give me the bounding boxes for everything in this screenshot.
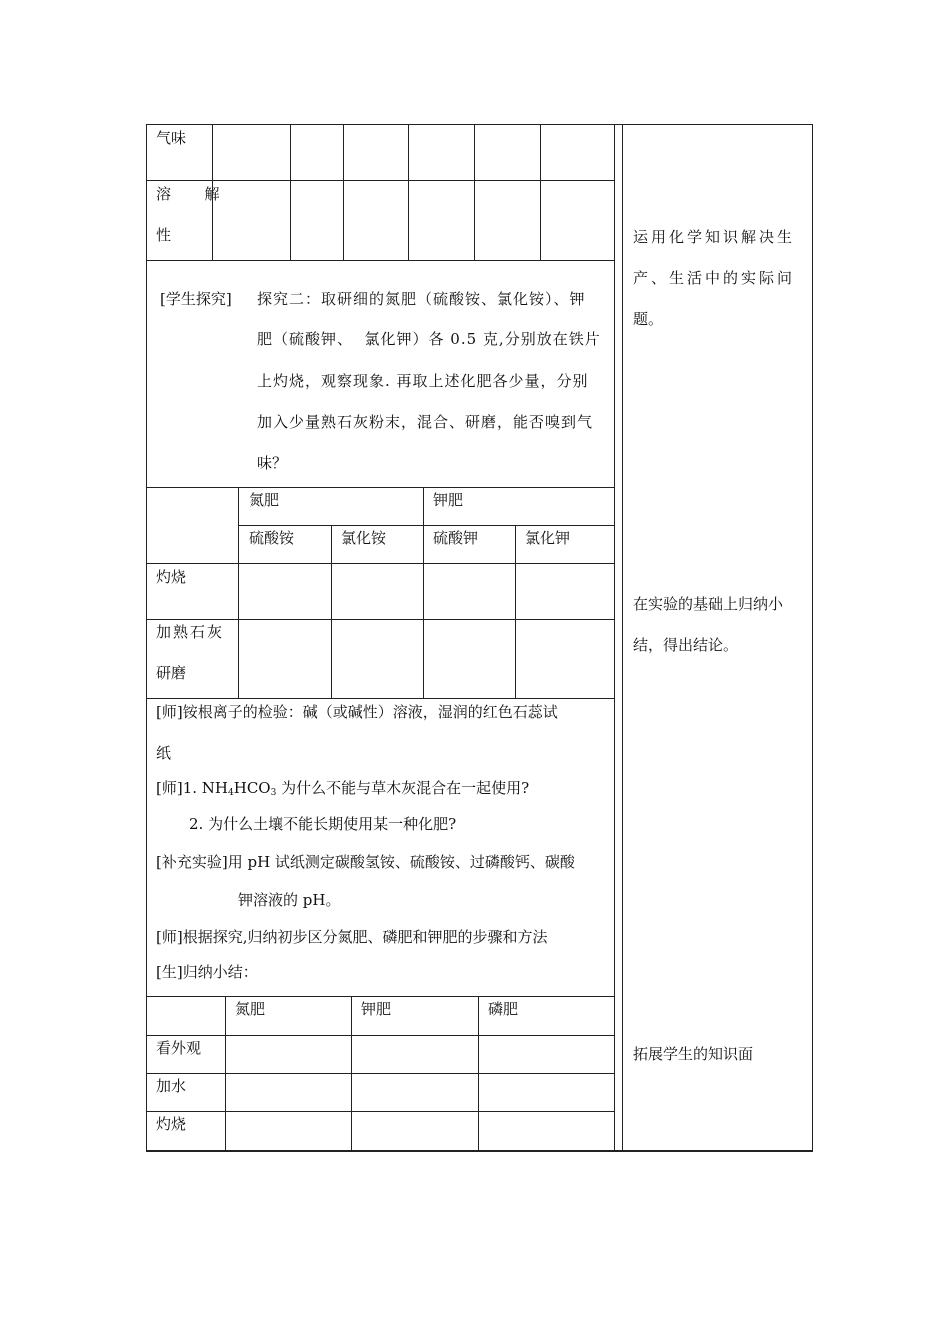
inquiry-line-5: 味？ — [257, 454, 288, 472]
note-2-line-2: 结，得出结论。 — [633, 636, 739, 654]
note-1-line-3: 题。 — [633, 310, 664, 328]
note-1-line-2: 产、生活中的实际问 — [633, 269, 796, 287]
supplementary-experiment-line-2: 钾溶液的 pH。 — [238, 891, 341, 909]
col-ammonium-sulfate: 硫酸铵 — [249, 529, 295, 547]
outer-left-border — [146, 124, 147, 1152]
outer-right-border — [812, 124, 813, 1152]
question-1-subscript-4: 4 — [228, 788, 234, 798]
summary-col-phosphorus: 磷肥 — [488, 1000, 519, 1018]
row-burn: 灼烧 — [156, 568, 187, 586]
outer-top-border — [146, 124, 813, 125]
summary-col-nitrogen: 氮肥 — [235, 1000, 266, 1018]
col-potassium-chloride: 氯化钾 — [525, 529, 571, 547]
inquiry-line-1: 探究二：取研细的氮肥（硫酸铵、氯化铵）、钾 — [257, 290, 586, 308]
note-3: 拓展学生的知识面 — [633, 1045, 754, 1063]
summary-prompt: [师]根据探究,归纳初步区分氮肥、磷肥和钾肥的步骤和方法 — [156, 928, 548, 946]
row-slaked-lime-1: 加熟石灰 — [156, 623, 225, 641]
student-summary: [生]归纳小结： — [156, 963, 258, 981]
row-label-solubility-2: 性 — [156, 226, 172, 244]
row-label-solubility-1: 溶 解 — [156, 185, 220, 203]
summary-row-burn: 灼烧 — [156, 1115, 187, 1133]
inquiry-line-4: 加入少量熟石灰粉末，混合、研磨，能否嗅到气 — [257, 413, 594, 431]
question-1-subscript-3: 3 — [270, 788, 277, 798]
summary-row-add-water: 加水 — [156, 1077, 187, 1095]
col-potassium-sulfate: 硫酸钾 — [433, 529, 479, 547]
inquiry-line-2: 肥（硫酸钾、 氯化钾）各 0.5 克,分别放在铁片 — [257, 330, 601, 348]
question-2: 2. 为什么土壤不能长期使用某一种化肥? — [189, 815, 457, 833]
row-label-odor: 气味 — [156, 129, 187, 147]
column-divider-a — [614, 124, 615, 1152]
question-1-prefix: [师]1. NH — [156, 779, 228, 797]
inquiry-tag: [学生探究] — [160, 290, 232, 308]
summary-col-potassium: 钾肥 — [361, 1000, 392, 1018]
summary-row-appearance: 看外观 — [156, 1039, 202, 1057]
question-1-suffix: 为什么不能与草木灰混合在一起使用? — [276, 779, 530, 797]
ammonium-test-line-1: [师]铵根离子的检验：碱（或碱性）溶液，湿润的红色石蕊试 — [156, 703, 558, 721]
row-slaked-lime-2: 研磨 — [156, 664, 187, 682]
question-1 — [156, 781, 529, 796]
note-2-line-1: 在实验的基础上归纳小 — [633, 595, 784, 613]
inquiry-line-3: 上灼烧，观察现象. 再取上述化肥各少量，分别 — [257, 372, 589, 390]
supplementary-experiment-line-1: [补充实验]用 pH 试纸测定碳酸氢铵、硫酸铵、过磷酸钙、碳酸 — [156, 853, 575, 871]
outer-bottom-border — [146, 1150, 813, 1152]
ammonium-test-line-2: 纸 — [156, 744, 172, 762]
col-ammonium-chloride: 氯化铵 — [341, 529, 387, 547]
question-1-mid: HCO — [233, 779, 271, 797]
header-potassium-fertilizer: 钾肥 — [433, 491, 464, 509]
note-1-line-1: 运用化学知识解决生 — [633, 228, 796, 246]
column-divider-b — [622, 124, 623, 1152]
header-nitrogen-fertilizer: 氮肥 — [249, 491, 280, 509]
